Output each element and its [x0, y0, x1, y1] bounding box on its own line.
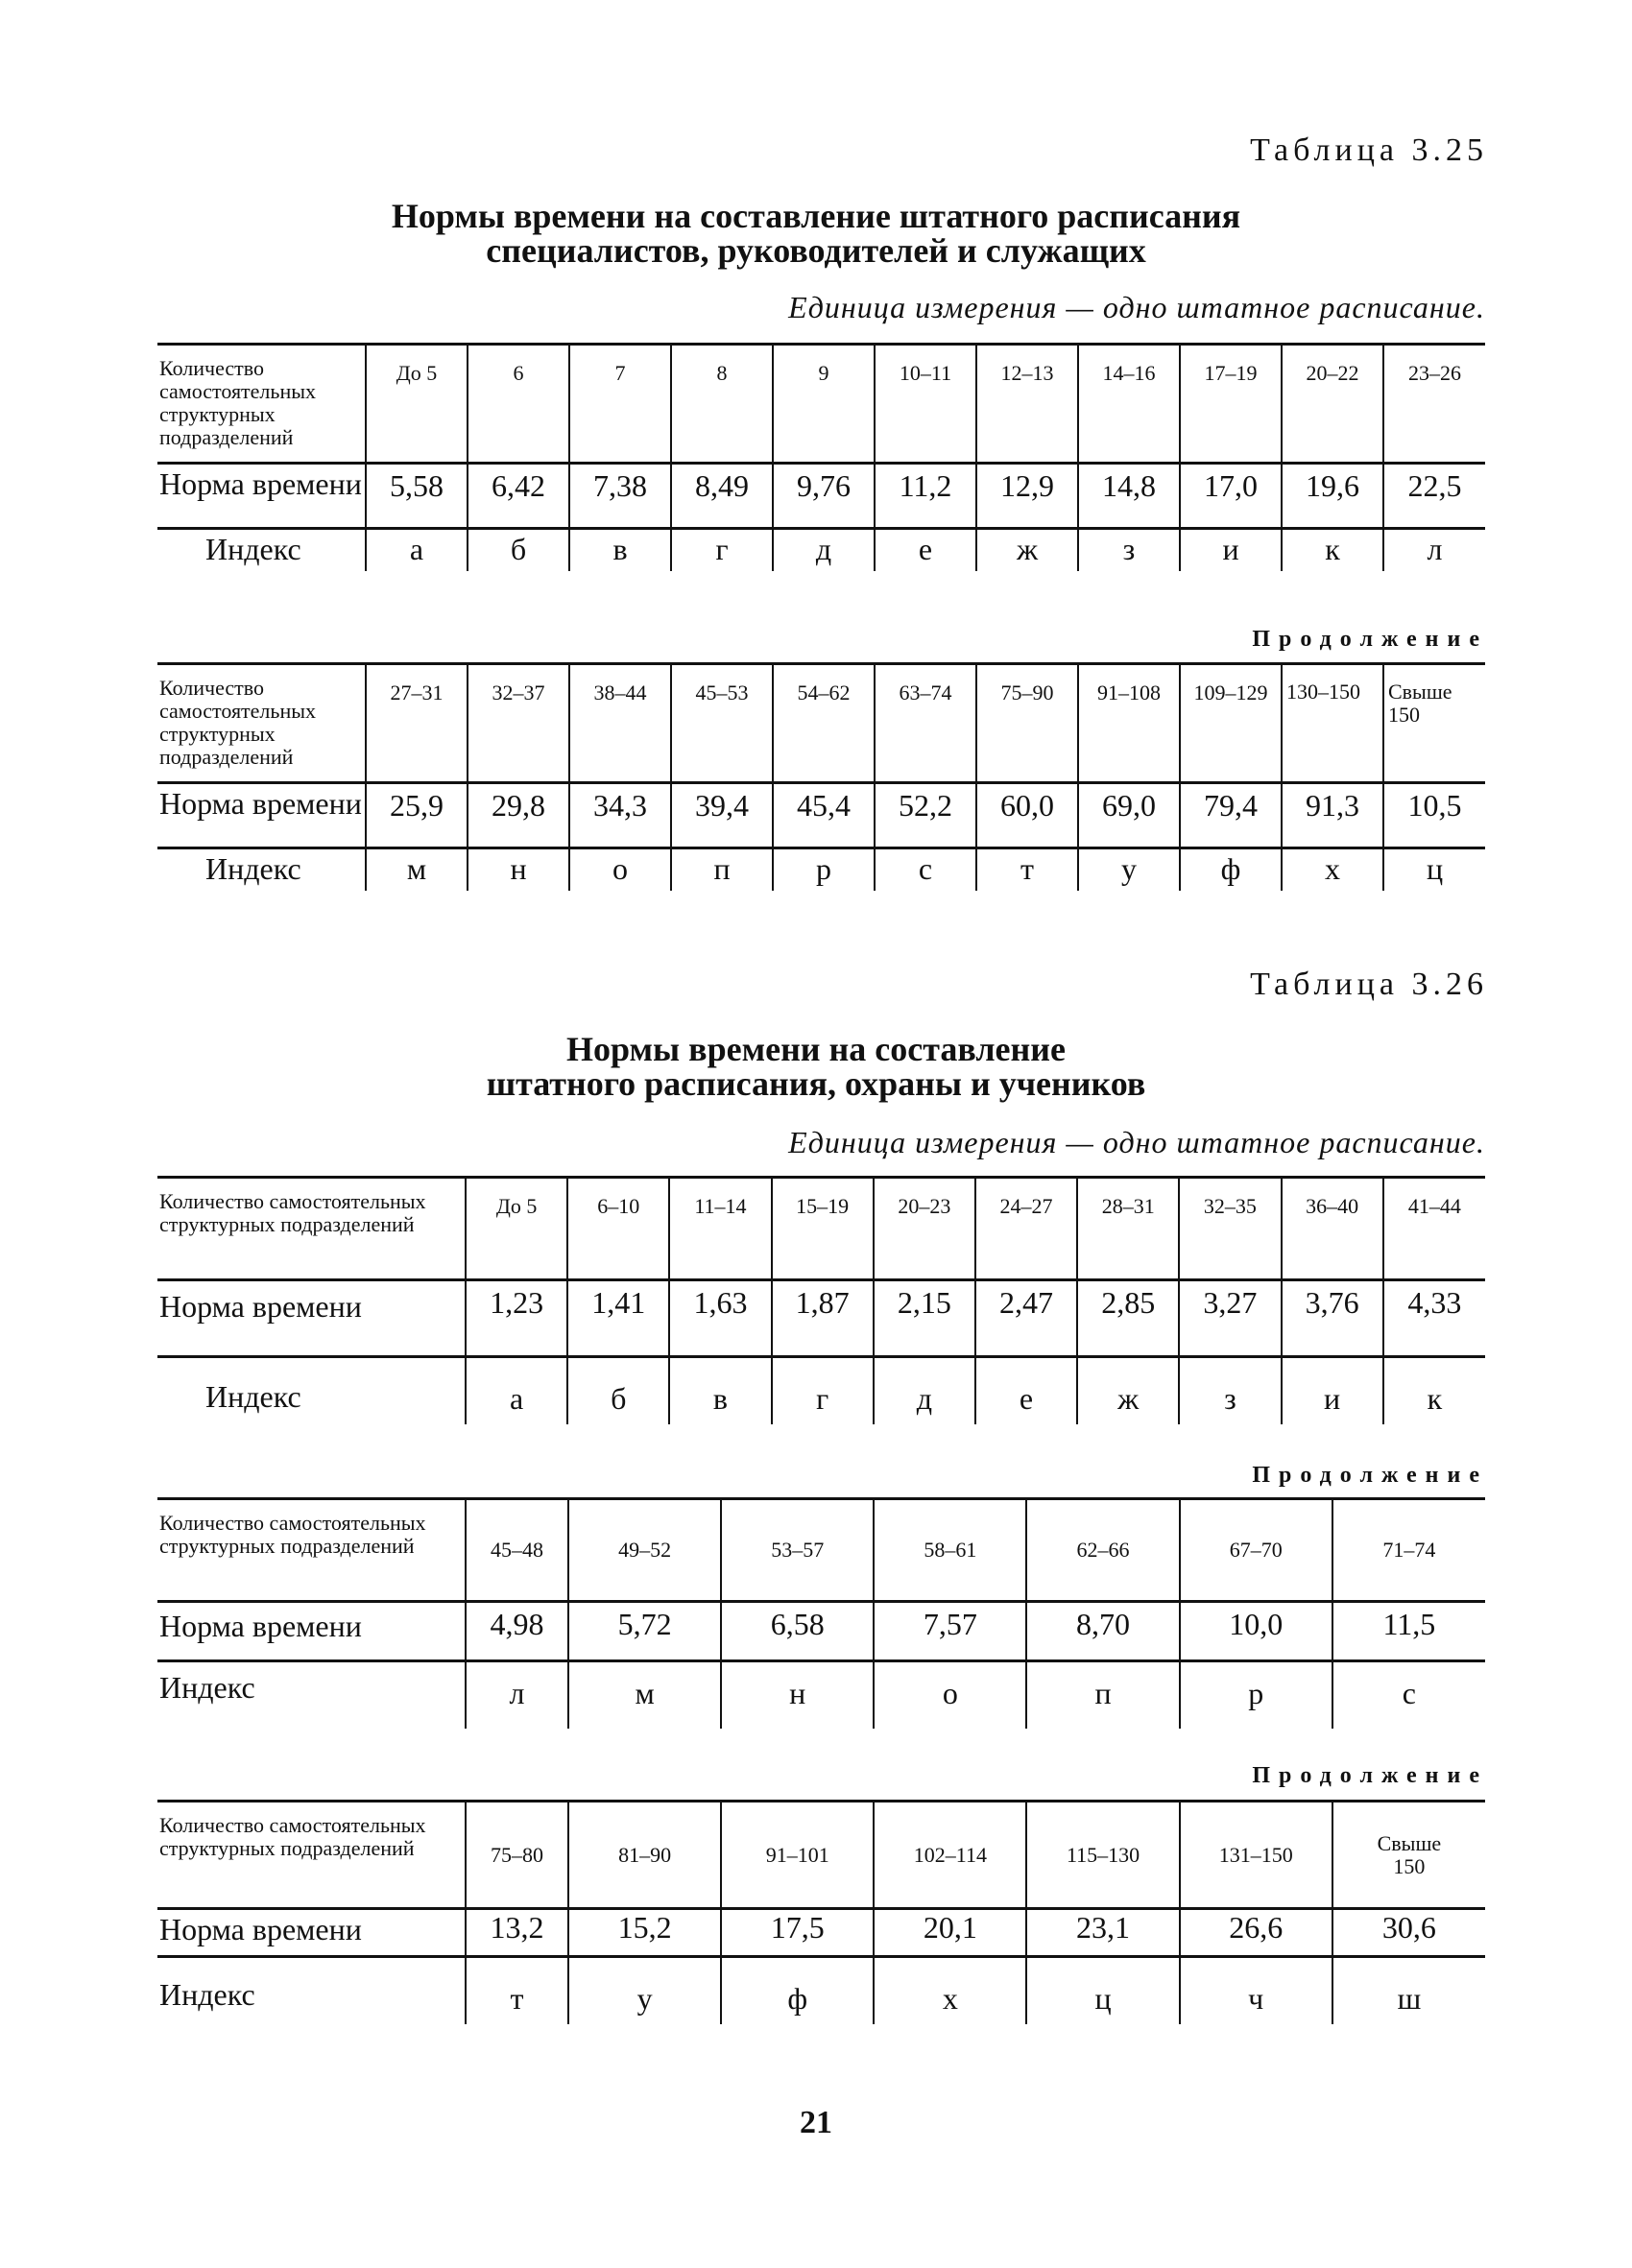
- count-label: Количество самостоятельных структурных подразделений: [157, 1178, 466, 1280]
- table-3-25-title-line2: специалистов, руководителей и служащих: [486, 231, 1146, 270]
- index-cell: п: [1026, 1661, 1179, 1729]
- norm-label: Норма времени: [157, 1602, 466, 1661]
- header-cell: 91–108: [1078, 664, 1180, 783]
- table-3-26-unit: Единица измерения — одно штатное расписание.: [788, 1125, 1485, 1159]
- index-cell: х: [874, 1957, 1026, 2024]
- header-cell: 54–62: [773, 664, 875, 783]
- norm-cell: 6,58: [721, 1602, 874, 1661]
- norm-cell: 9,76: [773, 464, 875, 529]
- index-cell: м: [568, 1661, 721, 1729]
- norm-label: Норма времени: [157, 464, 366, 529]
- norm-cell: 23,1: [1026, 1909, 1179, 1957]
- index-cell: ч: [1180, 1957, 1332, 2024]
- index-cell: у: [1078, 848, 1180, 891]
- norm-cell: 3,27: [1179, 1280, 1281, 1357]
- table-3-26-part1: [157, 1176, 1485, 1424]
- index-cell: м: [366, 848, 468, 891]
- table-3-25-continuation: Продолжение: [1252, 627, 1488, 652]
- norm-row: [157, 783, 1485, 848]
- index-cell: ц: [1383, 848, 1485, 891]
- header-cell: 9: [773, 345, 875, 464]
- count-label: Количество самостоятельных структурных подразделений: [157, 664, 366, 783]
- index-cell: в: [669, 1357, 771, 1424]
- index-cell: у: [568, 1957, 721, 2024]
- norm-cell: 6,42: [468, 464, 569, 529]
- header-cell: До 5: [466, 1178, 567, 1280]
- index-cell: д: [773, 529, 875, 571]
- norm-cell: 45,4: [773, 783, 875, 848]
- index-cell: г: [671, 529, 773, 571]
- header-cell: 53–57: [721, 1499, 874, 1602]
- norm-label: Норма времени: [157, 1909, 466, 1957]
- count-label: Количество самостоятельных структурных подразделений: [157, 1802, 466, 1909]
- norm-row: [157, 464, 1485, 529]
- index-cell: а: [466, 1357, 567, 1424]
- table-3-25-part2: [157, 662, 1485, 891]
- header-cell: 75–80: [466, 1802, 568, 1909]
- page-number: 21: [800, 2105, 832, 2140]
- index-cell: ж: [1077, 1357, 1179, 1424]
- index-label: Индекс: [205, 532, 301, 566]
- norm-cell: 10,0: [1180, 1602, 1332, 1661]
- header-cell: 17–19: [1180, 345, 1282, 464]
- table-3-26-title-line2: штатного расписания, охраны и учеников: [486, 1064, 1146, 1103]
- norm-row: [157, 1909, 1485, 1957]
- norm-cell: 7,38: [569, 464, 671, 529]
- index-cell: с: [875, 848, 976, 891]
- index-cell: к: [1282, 529, 1383, 571]
- index-cell: о: [569, 848, 671, 891]
- index-cell: е: [975, 1357, 1077, 1424]
- norm-row: [157, 1602, 1485, 1661]
- norm-cell: 1,63: [669, 1280, 771, 1357]
- norm-cell: 29,8: [468, 783, 569, 848]
- header-cell: 45–48: [466, 1499, 568, 1602]
- index-label: Индекс: [205, 851, 301, 886]
- table-3-26-caption: Таблица 3.26: [1250, 967, 1488, 1002]
- table-3-25-caption: Таблица 3.25: [1250, 132, 1488, 168]
- table-3-26-continuation-1: Продолжение: [1252, 1463, 1488, 1488]
- header-cell: 102–114: [874, 1802, 1026, 1909]
- index-cell: ж: [976, 529, 1078, 571]
- index-cell: б: [567, 1357, 669, 1424]
- norm-cell: 4,33: [1383, 1280, 1485, 1357]
- index-cell: п: [671, 848, 773, 891]
- header-cell: 71–74: [1332, 1499, 1485, 1602]
- header-row: [157, 1802, 1485, 1909]
- norm-cell: 5,58: [366, 464, 468, 529]
- header-cell: 20–23: [874, 1178, 975, 1280]
- index-row: [157, 529, 1485, 571]
- header-cell: 14–16: [1078, 345, 1180, 464]
- norm-label: Норма времени: [157, 783, 366, 848]
- norm-cell: 19,6: [1282, 464, 1383, 529]
- index-row: [157, 1661, 1485, 1729]
- header-cell: 109–129: [1180, 664, 1282, 783]
- header-row: [157, 664, 1485, 783]
- header-row: [157, 1178, 1485, 1280]
- norm-cell: 8,49: [671, 464, 773, 529]
- index-cell: е: [875, 529, 976, 571]
- header-cell: 7: [569, 345, 671, 464]
- index-cell: х: [1282, 848, 1383, 891]
- header-cell: 32–35: [1179, 1178, 1281, 1280]
- norm-cell: 3,76: [1282, 1280, 1383, 1357]
- norm-cell: 79,4: [1180, 783, 1282, 848]
- header-cell: 20–22: [1282, 345, 1383, 464]
- header-cell: 24–27: [975, 1178, 1077, 1280]
- header-cell: 23–26: [1383, 345, 1485, 464]
- header-cell: 62–66: [1026, 1499, 1179, 1602]
- norm-cell: 10,5: [1383, 783, 1485, 848]
- index-cell: л: [1383, 529, 1485, 571]
- count-label: Количество самостоятельных структурных подразделений: [157, 345, 366, 464]
- norm-cell: 2,85: [1077, 1280, 1179, 1357]
- header-row: [157, 1499, 1485, 1602]
- index-cell: д: [874, 1357, 975, 1424]
- header-cell: 41–44: [1383, 1178, 1485, 1280]
- header-cell: 49–52: [568, 1499, 721, 1602]
- header-cell: 67–70: [1180, 1499, 1332, 1602]
- header-cell: 91–101: [721, 1802, 874, 1909]
- norm-cell: 4,98: [466, 1602, 568, 1661]
- header-cell: 38–44: [569, 664, 671, 783]
- header-row: [157, 345, 1485, 464]
- header-cell: До 5: [366, 345, 468, 464]
- table-3-25-title-line1: Нормы времени на составление штатного расписания: [391, 197, 1241, 235]
- index-row: [157, 1957, 1485, 2024]
- norm-cell: 34,3: [569, 783, 671, 848]
- index-cell: б: [468, 529, 569, 571]
- norm-cell: 2,47: [975, 1280, 1077, 1357]
- norm-cell: 60,0: [976, 783, 1078, 848]
- header-cell: 28–31: [1077, 1178, 1179, 1280]
- norm-cell: 17,0: [1180, 464, 1282, 529]
- index-cell: ф: [721, 1957, 874, 2024]
- norm-cell: 52,2: [875, 783, 976, 848]
- table-3-26-part2: [157, 1497, 1485, 1729]
- index-cell: ф: [1180, 848, 1282, 891]
- index-cell: а: [366, 529, 468, 571]
- norm-cell: 25,9: [366, 783, 468, 848]
- header-cell: 6–10: [567, 1178, 669, 1280]
- header-cell: 115–130: [1026, 1802, 1179, 1909]
- index-cell: ш: [1332, 1957, 1485, 2024]
- norm-cell: 15,2: [568, 1909, 721, 1957]
- index-label: Индекс: [159, 1670, 255, 1705]
- header-cell: 45–53: [671, 664, 773, 783]
- norm-cell: 1,87: [772, 1280, 874, 1357]
- index-cell: в: [569, 529, 671, 571]
- header-cell: 36–40: [1282, 1178, 1383, 1280]
- header-cell: 131–150: [1180, 1802, 1332, 1909]
- index-cell: ц: [1026, 1957, 1179, 2024]
- norm-cell: 22,5: [1383, 464, 1485, 529]
- header-cell: 63–74: [875, 664, 976, 783]
- header-cell: 10–11: [875, 345, 976, 464]
- table-3-25-part1: [157, 343, 1485, 571]
- index-label: Индекс: [159, 1977, 255, 2012]
- index-label: Индекс: [205, 1379, 301, 1414]
- index-cell: р: [1180, 1661, 1332, 1729]
- norm-cell: 26,6: [1180, 1909, 1332, 1957]
- header-cell: 6: [468, 345, 569, 464]
- header-cell: 32–37: [468, 664, 569, 783]
- index-cell: т: [466, 1957, 568, 2024]
- norm-cell: 11,2: [875, 464, 976, 529]
- index-row: [157, 1357, 1485, 1424]
- header-cell: 81–90: [568, 1802, 721, 1909]
- index-cell: к: [1383, 1357, 1485, 1424]
- index-cell: о: [874, 1661, 1026, 1729]
- norm-cell: 69,0: [1078, 783, 1180, 848]
- norm-cell: 39,4: [671, 783, 773, 848]
- norm-cell: 1,23: [466, 1280, 567, 1357]
- header-cell: Свыше 150: [1332, 1802, 1485, 1909]
- norm-cell: 1,41: [567, 1280, 669, 1357]
- norm-cell: 2,15: [874, 1280, 975, 1357]
- index-cell: з: [1179, 1357, 1281, 1424]
- index-cell: л: [466, 1661, 568, 1729]
- header-cell: 27–31: [366, 664, 468, 783]
- norm-cell: 7,57: [874, 1602, 1026, 1661]
- header-cell: Свыше 150: [1383, 664, 1485, 783]
- header-cell: 130–150: [1282, 664, 1383, 783]
- index-cell: т: [976, 848, 1078, 891]
- header-cell: 8: [671, 345, 773, 464]
- index-cell: р: [773, 848, 875, 891]
- norm-cell: 17,5: [721, 1909, 874, 1957]
- index-row: [157, 848, 1485, 891]
- norm-cell: 91,3: [1282, 783, 1383, 848]
- header-cell: 58–61: [874, 1499, 1026, 1602]
- table-3-25-unit: Единица измерения — одно штатное расписание.: [788, 290, 1485, 324]
- norm-label: Норма времени: [157, 1280, 466, 1357]
- norm-cell: 20,1: [874, 1909, 1026, 1957]
- index-cell: н: [721, 1661, 874, 1729]
- header-cell: 12–13: [976, 345, 1078, 464]
- norm-cell: 12,9: [976, 464, 1078, 529]
- index-cell: г: [772, 1357, 874, 1424]
- table-3-26-title-line1: Нормы времени на составление: [566, 1030, 1066, 1068]
- header-cell: 11–14: [669, 1178, 771, 1280]
- norm-cell: 14,8: [1078, 464, 1180, 529]
- norm-cell: 11,5: [1332, 1602, 1485, 1661]
- index-cell: с: [1332, 1661, 1485, 1729]
- table-3-26-part3: [157, 1800, 1485, 2024]
- table-3-26-continuation-2: Продолжение: [1252, 1763, 1488, 1788]
- norm-row: [157, 1280, 1485, 1357]
- norm-cell: 30,6: [1332, 1909, 1485, 1957]
- index-cell: и: [1282, 1357, 1383, 1424]
- norm-cell: 8,70: [1026, 1602, 1179, 1661]
- norm-cell: 5,72: [568, 1602, 721, 1661]
- norm-cell: 13,2: [466, 1909, 568, 1957]
- index-cell: з: [1078, 529, 1180, 571]
- header-cell: 75–90: [976, 664, 1078, 783]
- index-cell: и: [1180, 529, 1282, 571]
- header-cell: 15–19: [772, 1178, 874, 1280]
- index-cell: н: [468, 848, 569, 891]
- count-label: Количество самостоятельных структурных подразделений: [157, 1499, 466, 1602]
